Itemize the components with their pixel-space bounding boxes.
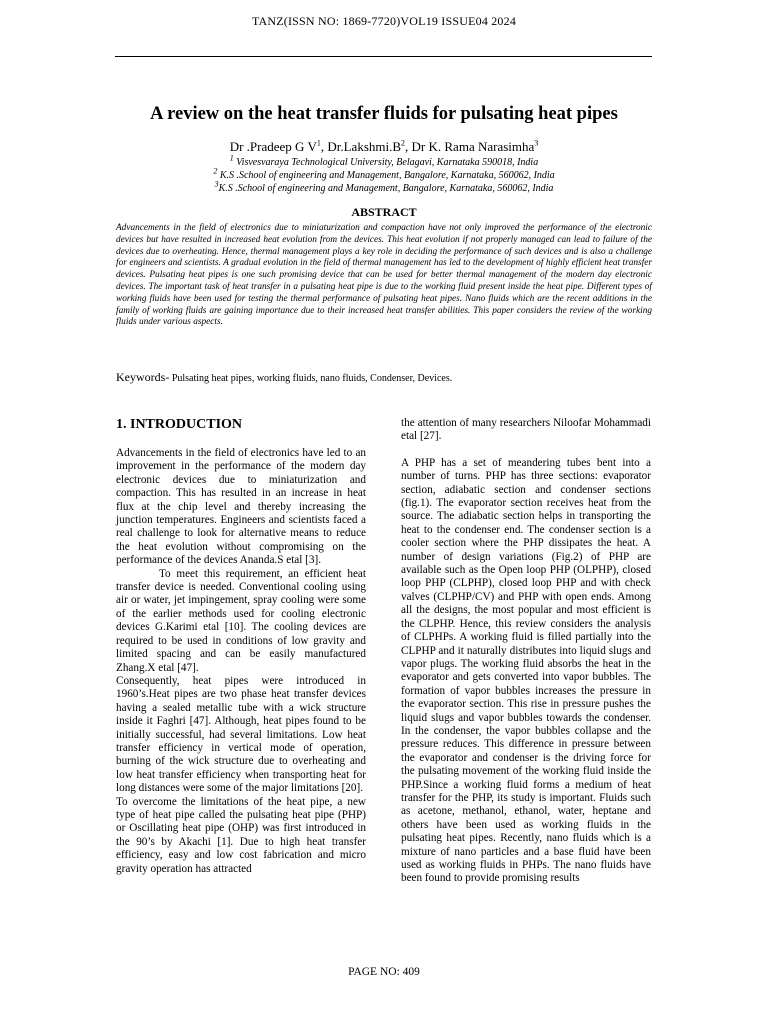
- paragraph-gap: [401, 444, 651, 457]
- page-number: PAGE NO: 409: [348, 966, 420, 978]
- paragraph: Advancements in the field of electronics have led to an improvement in the performance of the modern day electronic devices due to miniaturization and compaction. This has resulted in an increase in heat flux at the chip level and thereby increasing the junction temperatures. Engineers and scientists faced a real challenge to look for alternative means to reduce the heat evolution without compromising on the performance of the devices Ananda.S etal [3].: [116, 447, 366, 567]
- author-sup: 3: [534, 138, 539, 148]
- paragraph: To overcome the limitations of the heat pipe, a new type of heat pipe called the pulsating heat pipe (PHP) or Oscillating heat pipe (OHP) was first introduced in the 90’s by Akachi [1]. Due to high heat transfer efficiency, easy and low cost fabrication and micro gravity operation has attracted: [116, 795, 366, 875]
- section-heading: 1. INTRODUCTION: [116, 417, 243, 432]
- paragraph: Consequently, heat pipes were introduced in 1960’s.Heat pipes are two phase heat transfer devices having a sealed metallic tube with a wick structure inside it Faghri [47]. Although, heat pipes found to be initially successful, had several limitations. Low heat transfer efficiency in vertical mode of operation, burning of the wick structure due to overheating and low heat transfer efficiency when transporting heat for long distances were some of the major limitations [20].: [116, 674, 366, 795]
- author-name: Dr K. Rama Narasimha: [411, 139, 535, 154]
- author-separator: ,: [320, 139, 328, 154]
- affiliation-1: [0, 153, 768, 168]
- author-list: [0, 139, 768, 155]
- author-name: Dr.Lakshmi.B: [327, 139, 402, 154]
- abstract-text: Advancements in the field of electronics due to miniaturization and compaction have not only improved the performance of the electronic devices but have resulted in increased heat evolution from the devices. This heat evolution if not properly managed can lead to failure of the devices due to overheating. Hence, thermal management plays a key role in deciding the performance of such devices and is also a challenge for engineers and scientists. A gradual evolution in the field of thermal management has led to the development of highly efficient heat transfer devices. Pulsating heat pipes is one such promising device that can be used for better thermal management of the modern day electronic devices. The important task of heat transfer in a pulsating heat pipe is due to the working fluid present inside the heat pipe. Different types of working fluids have been used for testing the thermal performance of pulsating heat pipes. Nano fluids which are the recent additions in the family of working fluids are gaining importance due to their increased heat transfer abilities. This paper considers the review of the working fluids under various aspects.: [116, 223, 652, 328]
- author-separator: ,: [405, 139, 412, 154]
- affiliation-sup: 1: [229, 153, 234, 163]
- affiliation-3: [0, 179, 768, 194]
- keywords-line: [116, 370, 652, 385]
- affiliation-text: K.S .School of engineering and Management, Bangalore, Karnataka, 560062, India: [218, 183, 554, 194]
- paragraph: To meet this requirement, an efficient heat transfer device is needed. Conventional cooling using air or water, jet impingement, spray cooling were some of the earlier methods used for cooling electronic devices G.Karimi etal [10]. The cooling devices are required to be used in conditions of low gravity and limited spacing and can be easily manufactured Zhang.X etal [47].: [116, 567, 366, 674]
- affiliation-text: Visvesvaraya Technological University, Belagavi, Karnataka 590018, India: [233, 157, 539, 168]
- header-rule: [115, 56, 652, 57]
- abstract-heading: ABSTRACT: [351, 205, 417, 219]
- paragraph: the attention of many researchers Niloofar Mohammadi etal [27].: [401, 417, 651, 443]
- affiliation-sup: 3: [214, 179, 219, 189]
- right-column: [401, 417, 651, 886]
- paper-title: A review on the heat transfer fluids for pulsating heat pipes: [150, 104, 618, 124]
- affiliation-sup: 2: [213, 166, 218, 176]
- affiliation-2: [0, 166, 768, 181]
- paragraph: A PHP has a set of meandering tubes bent into a number of turns. PHP has three sections: evaporator section, adiabatic section and condenser sections (fig.1). The evaporator section receives heat from the source. The adiabatic section helps in transporting the heat to the condenser end. The condenser section is a cooler section where the PHP dissipates the heat. A number of design variations (Fig.2) of PHP are available such as the Open loop PHP (OLPHP), closed loop PHP (CLPHP), closed loop PHP and with check valves (CLPHP/CV) and PHP with open ends. Among all the designs, the most popular and most efficient is the CLPHP. Hence, this review considers the analysis of CLPHPs. A working fluid is filled partially into the CLPHP and it naturally distributes into liquid slugs and vapor plugs. The working fluid absorbs the heat in the evaporator and gets converted into vapor bubbles. The formation of vapor bubbles increases the pressure in the evaporator section. This rise in pressure pushes the liquid slugs and vapor bubbles towards the condenser. In the condenser, the vapor bubbles collapse and the pressure reduces. This difference in pressure between the evaporator and condenser is the driving force for the pulsating movement of the working fluid inside the PHP.Since a working fluid forms a medium of heat transfer for the PHP, its study is important. Fluids such as acetone, methanol, ethanol, water, heptane and others have been used as working fluids in the pulsating heat pipes. Recently, nano fluids which is a mixture of nano particles and a base fluid have been used as working fluids in PHPs. The nano fluids have been found to provide promising results: [401, 456, 651, 885]
- keywords-text: Pulsating heat pipes, working fluids, nano fluids, Condenser, Devices.: [169, 373, 453, 384]
- journal-header: TANZ(ISSN NO: 1869-7720)VOL19 ISSUE04 2024: [251, 14, 517, 28]
- affiliation-text: K.S .School of engineering and Management, Bangalore, Karnataka, 560062, India: [217, 170, 555, 181]
- keywords-label: Keywords-: [116, 370, 170, 384]
- author-name: Dr .Pradeep G V: [229, 139, 317, 154]
- left-column: [116, 447, 366, 876]
- author-sup: 1: [316, 138, 321, 148]
- author-sup: 2: [401, 138, 406, 148]
